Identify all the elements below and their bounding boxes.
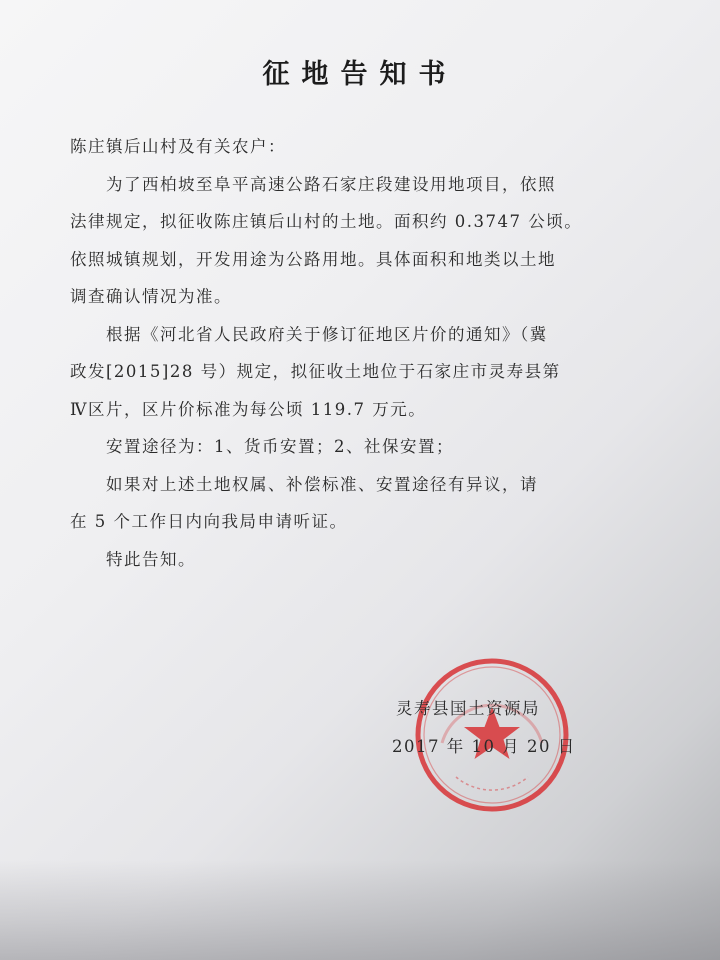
issue-date: 2017 年 10 月 20 日	[392, 737, 576, 756]
closing-line: 特此告知。	[106, 549, 196, 569]
text-line: 根据《河北省人民政府关于修订征地区片价的通知》（冀	[106, 324, 548, 344]
document-body	[70, 128, 670, 578]
text-line: 依照城镇规划，开发用途为公路用地。具体面积和地类以土地	[70, 249, 556, 269]
paragraph-compensation-standard	[70, 316, 670, 429]
text-line: 政发[2015]28 号）规定，拟征收土地位于石家庄市灵寿县第	[70, 362, 561, 381]
addressee: 陈庄镇后山村及有关农户：	[70, 137, 286, 156]
text-line: 法律规定，拟征收陈庄镇后山村的土地。面积约 0.3747 公顷。	[70, 212, 583, 231]
text-line: 调查确认情况为准。	[70, 287, 232, 306]
document-title: 征地告知书	[262, 59, 458, 90]
paragraph-land-acquisition	[70, 166, 670, 316]
issuing-authority: 灵寿县国土资源局	[396, 699, 540, 718]
photo-shadow	[0, 860, 720, 960]
text-line: 如果对上述土地权属、补偿标准、安置途径有异议，请	[106, 474, 538, 494]
paragraph-resettlement: 安置途径为：1、货币安置；2、社保安置；	[106, 437, 454, 456]
text-line: Ⅳ区片，区片价标准为每公顷 119.7 万元。	[70, 399, 427, 419]
signature-block	[392, 690, 692, 766]
paragraph-hearing	[70, 466, 670, 541]
text-line: 在 5 个工作日内向我局申请听证。	[70, 512, 348, 531]
text-line: 为了西柏坡至阜平高速公路石家庄段建设用地项目，依照	[106, 174, 556, 194]
